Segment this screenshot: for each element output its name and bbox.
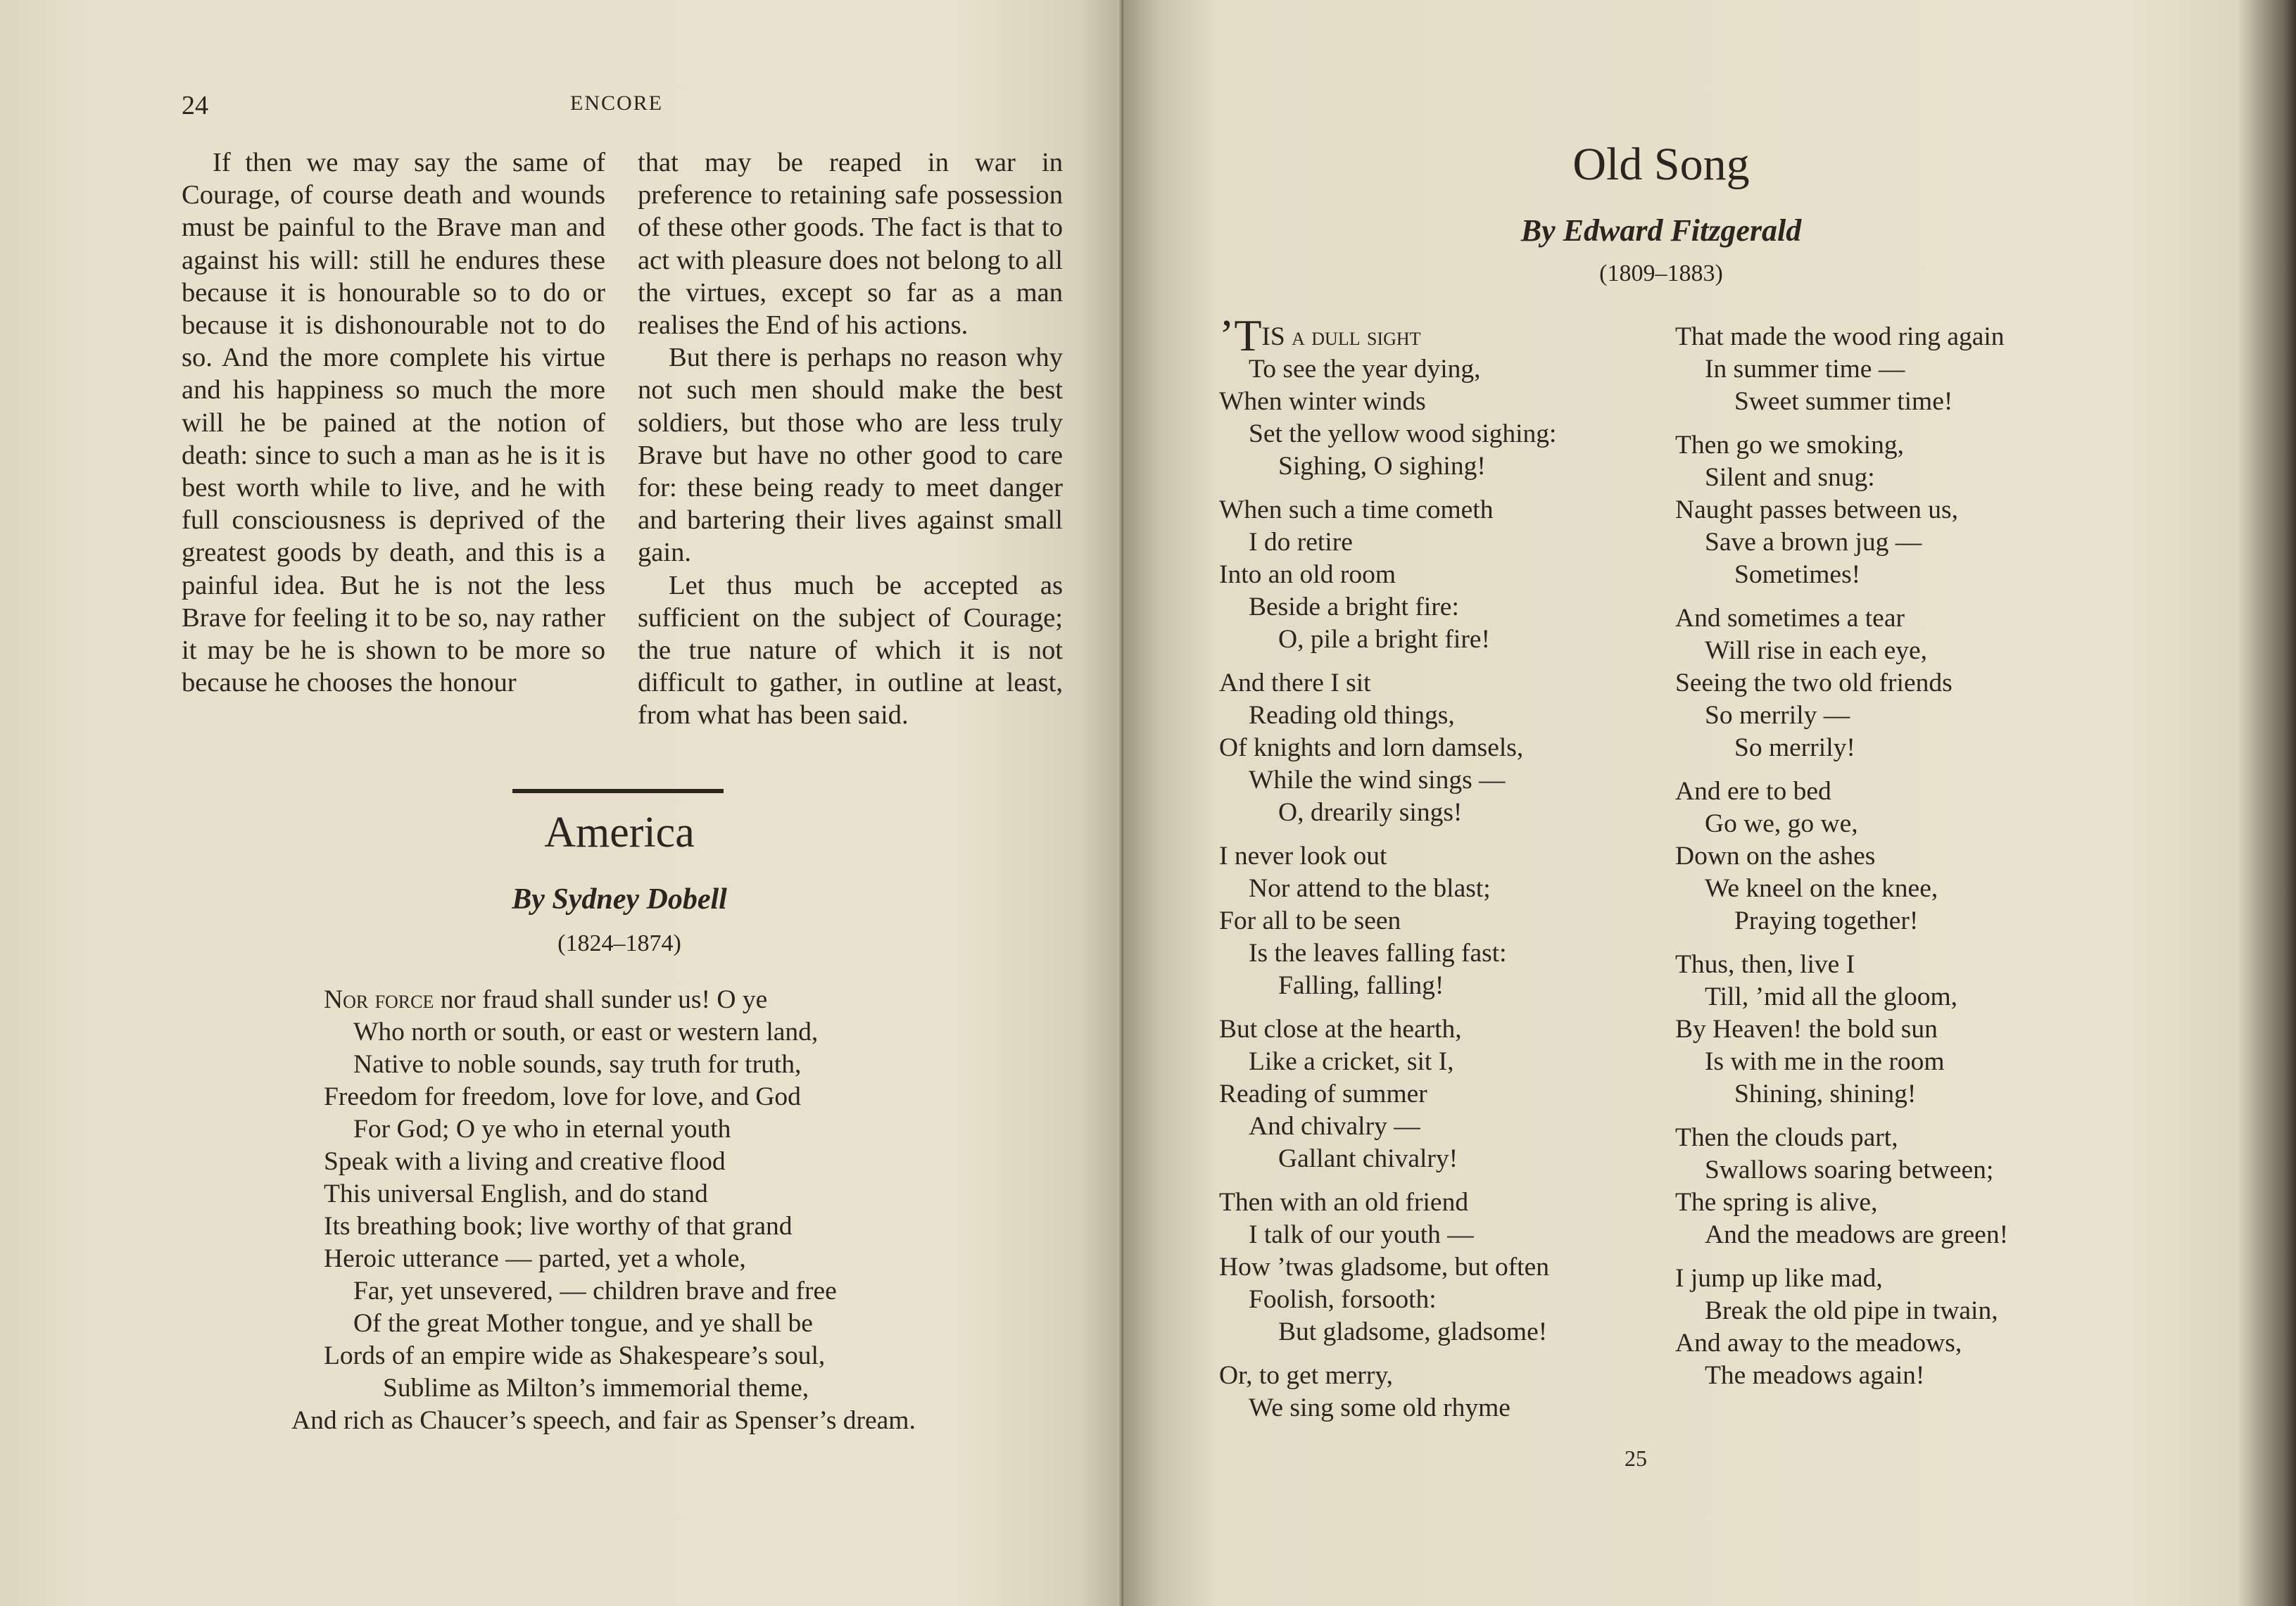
poem-line-text: Like a cricket, sit I, <box>1249 1047 1454 1076</box>
poem-line <box>1675 1013 2168 1046</box>
poem-line <box>1219 450 1670 483</box>
poem-line-text: And there I sit <box>1219 669 1371 697</box>
poem-line <box>1675 949 2168 981</box>
poem-line <box>1219 418 1670 450</box>
poem-line <box>324 1275 1098 1308</box>
poem-line <box>1675 1154 2168 1187</box>
poem-line <box>1219 1316 1670 1348</box>
poem-line <box>1675 808 2168 840</box>
poem-line <box>1675 873 2168 905</box>
poem-line <box>324 1340 1098 1372</box>
poem-stanza <box>1675 949 2168 1111</box>
poem-line-text: Native to noble sounds, say truth for truth, <box>353 1050 802 1079</box>
section-divider-rule <box>512 789 724 793</box>
poem-line-text: And rich as Chaucer’s speech, and fair as Spenser’s dream. <box>291 1406 916 1435</box>
poem-line <box>291 1405 1098 1437</box>
poem-line <box>1675 700 2168 732</box>
poem-line-text: Till, ’mid all the gloom, <box>1705 982 1958 1011</box>
poem-line-text: Go we, go we, <box>1705 809 1858 838</box>
poem-line <box>1675 526 2168 559</box>
poem-line <box>1675 559 2168 591</box>
page-number-left: 24 <box>182 91 208 120</box>
poem-america <box>291 984 1098 1437</box>
poem-opening-small-caps: Nor force <box>324 985 434 1014</box>
poem-line <box>1219 559 1670 591</box>
poem-line <box>1675 386 2168 418</box>
poem-line-text: Of the great Mother tongue, and ye shall be <box>353 1309 813 1338</box>
poem-stanza <box>1219 840 1670 1002</box>
poem-line-text: Shining, shining! <box>1734 1080 1917 1108</box>
poem-line-text: Then with an old friend <box>1219 1188 1469 1217</box>
poem-line-text: Will rise in each eye, <box>1705 636 1928 665</box>
poem-line <box>1219 526 1670 559</box>
poem-line-text: When such a time cometh <box>1219 495 1494 524</box>
poem-old-song-column-1 <box>1219 310 1670 1436</box>
poem-line-text: Sweet summer time! <box>1734 387 1953 416</box>
poem-line-text: Naught passes between us, <box>1675 495 1958 524</box>
poem-line-text: And the meadows are green! <box>1705 1220 2009 1249</box>
poem-line <box>1675 1046 2168 1078</box>
poem-stanza <box>1675 429 2168 591</box>
poem-line <box>1219 840 1670 873</box>
poem-line-text: Then go we smoking, <box>1675 431 1904 460</box>
poem-line-text: And chivalry — <box>1249 1112 1420 1141</box>
poem-line-text: The meadows again! <box>1705 1361 1925 1390</box>
poem-line <box>1219 1013 1670 1046</box>
poem-line-text: How ’twas gladsome, but often <box>1219 1253 1550 1282</box>
poem-line <box>1219 764 1670 797</box>
poem-line <box>1219 353 1670 386</box>
poem-line <box>324 1178 1098 1210</box>
poem-line-text: Foolish, forsooth: <box>1249 1285 1437 1314</box>
poem-line <box>324 1210 1098 1243</box>
poem-stanza <box>1219 310 1670 483</box>
poem-line-text: I talk of our youth — <box>1249 1220 1474 1249</box>
poem-line <box>1219 700 1670 732</box>
poem-line-text: Swallows soaring between; <box>1705 1156 1994 1184</box>
poem-line <box>1219 1187 1670 1219</box>
drop-cap-letter: ’T <box>1219 310 1262 360</box>
poem-line-text: For all to be seen <box>1219 906 1401 935</box>
poem-dates-fitzgerald: (1809–1883) <box>1599 260 1723 286</box>
poem-stanza <box>1219 494 1670 656</box>
prose-column-2 <box>638 146 1063 732</box>
poem-line-text: Praying together! <box>1734 906 1919 935</box>
poem-line-text: I never look out <box>1219 842 1387 871</box>
poem-line-text: Nor attend to the blast; <box>1249 874 1491 903</box>
poem-line-text: Of knights and lorn damsels, <box>1219 733 1524 762</box>
poem-line <box>324 1146 1098 1178</box>
poem-stanza <box>1675 321 2168 418</box>
prose-paragraph: Let thus much be accepted as sufficient on the subject of Courage; the true nature of which it is not difficult to gather, in outline at least, from what has been said. <box>638 570 1063 731</box>
poem-line <box>1219 1078 1670 1111</box>
poem-line <box>1219 1046 1670 1078</box>
poem-stanza <box>1675 1122 2168 1251</box>
poem-stanza <box>1219 667 1670 829</box>
page-number-right: 25 <box>1625 1446 1647 1471</box>
poem-line-text: But gladsome, gladsome! <box>1278 1317 1548 1346</box>
poem-line-text: Then the clouds part, <box>1675 1123 1898 1152</box>
poem-line-text: Reading old things, <box>1249 701 1455 730</box>
poem-stanza <box>1219 1360 1670 1424</box>
poem-line-text: Beside a bright fire: <box>1249 593 1459 621</box>
poem-line-text: O, drearily sings! <box>1278 798 1463 827</box>
poem-line <box>1219 667 1670 700</box>
poem-line-text: We sing some old rhyme <box>1249 1393 1510 1422</box>
poem-line <box>1675 1122 2168 1154</box>
poem-line-text: Is the leaves falling fast: <box>1249 939 1507 968</box>
poem-line-text: And away to the meadows, <box>1675 1329 1962 1358</box>
poem-line <box>1675 732 2168 764</box>
poem-line-text: To see the year dying, <box>1249 355 1481 384</box>
poem-line <box>1219 1111 1670 1143</box>
poem-line-text: Gallant chivalry! <box>1278 1144 1458 1173</box>
poem-author-fitzgerald: By Edward Fitzgerald <box>1520 213 1802 248</box>
poem-dates-dobell: (1824–1874) <box>557 930 681 956</box>
poem-line <box>1219 873 1670 905</box>
poem-line <box>1219 494 1670 526</box>
poem-line <box>1219 1360 1670 1392</box>
left-page <box>0 0 1123 1606</box>
poem-line-text: Down on the ashes <box>1675 842 1876 871</box>
prose-paragraph: that may be reaped in war in preference to retaining safe possession of these other goods. The fact is that to act with pleasure does not belong to all the virtues, except so far as a man realises the End of his actions. <box>638 148 1063 341</box>
poem-line-text: I jump up like mad, <box>1675 1264 1883 1293</box>
poem-stanza <box>1219 1013 1670 1175</box>
poem-line-text: Silent and snug: <box>1705 463 1875 492</box>
poem-line-text: And ere to bed <box>1675 777 1831 806</box>
poem-line <box>1675 635 2168 667</box>
poem-line <box>1219 386 1670 418</box>
poem-line-text: So merrily! <box>1734 733 1855 762</box>
poem-line <box>1219 624 1670 656</box>
prose-column-1 <box>182 146 605 699</box>
poem-line <box>1675 1327 2168 1360</box>
poem-line-text: Sublime as Milton’s immemorial theme, <box>383 1374 809 1403</box>
poem-line-text: Lords of an empire wide as Shakespeare’s soul, <box>324 1341 826 1370</box>
poem-line <box>1675 462 2168 494</box>
running-head: ENCORE <box>570 91 663 115</box>
poem-line-text: Speak with a living and creative flood <box>324 1147 726 1176</box>
poem-line <box>1219 1392 1670 1424</box>
poem-line <box>1675 776 2168 808</box>
poem-line <box>1675 1187 2168 1219</box>
poem-line <box>1219 1219 1670 1251</box>
poem-line <box>1675 429 2168 462</box>
poem-old-song-column-2 <box>1675 321 2168 1403</box>
poem-line-text: Thus, then, live I <box>1675 950 1855 979</box>
poem-line <box>1219 310 1670 360</box>
poem-line-text: By Heaven! the bold sun <box>1675 1015 1938 1044</box>
poem-line <box>1675 840 2168 873</box>
poem-line <box>1675 1360 2168 1392</box>
poem-line <box>1219 1251 1670 1284</box>
poem-line-text: nor fraud shall sunder us! O ye <box>434 985 768 1014</box>
poem-line-text: Sometimes! <box>1734 560 1861 589</box>
poem-line <box>324 984 1098 1016</box>
poem-line <box>1675 602 2168 635</box>
poem-line-text: In summer time — <box>1705 355 1905 384</box>
poem-line <box>324 1113 1098 1146</box>
poem-line-text: IS a dull sight <box>1261 322 1421 351</box>
poem-line <box>324 1081 1098 1113</box>
prose-paragraph: If then we may say the same of Courage, of course death and wounds must be painful to the Brave man and against his will: still he endures these because it is honourable so to do or because it is dishonourable not to do so. And the more complete his virtue and his happiness so much the more will he be pained at the notion of death: since to such a man as he is it is best worth while to live, and he with full consciousness is deprived of the greatest goods by death, and this is a painful idea. But he is not the less Brave for feeling it to be so, nay rather it may be he is shown to be more so because he chooses the honour <box>182 148 605 698</box>
poem-stanza <box>1675 602 2168 764</box>
poem-line-text: Its breathing book; live worthy of that grand <box>324 1212 793 1241</box>
poem-line-text: Is with me in the room <box>1705 1047 1945 1076</box>
poem-line-text: When winter winds <box>1219 387 1426 416</box>
poem-line <box>324 1016 1098 1049</box>
poem-line <box>1675 905 2168 937</box>
poem-line <box>324 1049 1098 1081</box>
poem-line <box>324 1372 1098 1405</box>
poem-title-america: America <box>544 809 695 856</box>
poem-line-text: Sighing, O sighing! <box>1278 452 1486 481</box>
poem-author-dobell: By Sydney Dobell <box>512 883 727 916</box>
poem-line-text: The spring is alive, <box>1675 1188 1878 1217</box>
poem-stanza <box>1675 776 2168 937</box>
poem-line-text: O, pile a bright fire! <box>1278 625 1490 654</box>
poem-line <box>1219 1284 1670 1316</box>
poem-line <box>1219 591 1670 624</box>
poem-line-text: Far, yet unsevered, — children brave and free <box>353 1277 837 1305</box>
poem-line <box>1675 1078 2168 1111</box>
poem-line-text: So merrily — <box>1705 701 1850 730</box>
poem-line <box>324 1243 1098 1275</box>
poem-line <box>1675 1219 2168 1251</box>
poem-line <box>1219 970 1670 1002</box>
poem-stanza <box>1675 1263 2168 1392</box>
poem-line <box>1675 321 2168 353</box>
poem-line <box>324 1308 1098 1340</box>
poem-line <box>1219 1143 1670 1175</box>
prose-paragraph: But there is perhaps no reason why not such men should make the best soldiers, but those who are less truly Brave but have no other good to care for: these being ready to meet danger and bartering their lives against small gain. <box>638 343 1063 568</box>
poem-line-text: Into an old room <box>1219 560 1396 589</box>
poem-line-text: And sometimes a tear <box>1675 604 1905 633</box>
poem-line-text: This universal English, and do stand <box>324 1180 708 1208</box>
poem-line-text: Who north or south, or east or western land, <box>353 1018 819 1047</box>
poem-stanza <box>1219 1187 1670 1348</box>
poem-line-text: That made the wood ring again <box>1675 322 2005 351</box>
poem-line-text: While the wind sings — <box>1249 766 1506 795</box>
poem-line <box>1219 732 1670 764</box>
poem-line-text: Falling, falling! <box>1278 971 1444 1000</box>
poem-line <box>1675 353 2168 386</box>
poem-line-text: Heroic utterance — parted, yet a whole, <box>324 1244 746 1273</box>
right-page <box>1123 0 2296 1606</box>
poem-line <box>1219 797 1670 829</box>
poem-line <box>1675 494 2168 526</box>
poem-line-text: Save a brown jug — <box>1705 528 1922 557</box>
poem-line-text: We kneel on the knee, <box>1705 874 1938 903</box>
poem-line <box>1675 981 2168 1013</box>
poem-title-old-song: Old Song <box>1572 139 1750 190</box>
poem-line <box>1219 937 1670 970</box>
poem-line-text: For God; O ye who in eternal youth <box>353 1115 731 1144</box>
poem-line-text: I do retire <box>1249 528 1353 557</box>
poem-line-text: Seeing the two old friends <box>1675 669 1953 697</box>
poem-line-text: Freedom for freedom, love for love, and God <box>324 1082 801 1111</box>
poem-line-text: Or, to get merry, <box>1219 1361 1394 1390</box>
poem-line-text: But close at the hearth, <box>1219 1015 1462 1044</box>
poem-line-text: Set the yellow wood sighing: <box>1249 419 1557 448</box>
poem-line-text: Break the old pipe in twain, <box>1705 1296 1998 1325</box>
poem-line <box>1219 905 1670 937</box>
poem-line <box>1675 1295 2168 1327</box>
poem-line-text: Reading of summer <box>1219 1080 1427 1108</box>
poem-line <box>1675 1263 2168 1295</box>
poem-line <box>1675 667 2168 700</box>
